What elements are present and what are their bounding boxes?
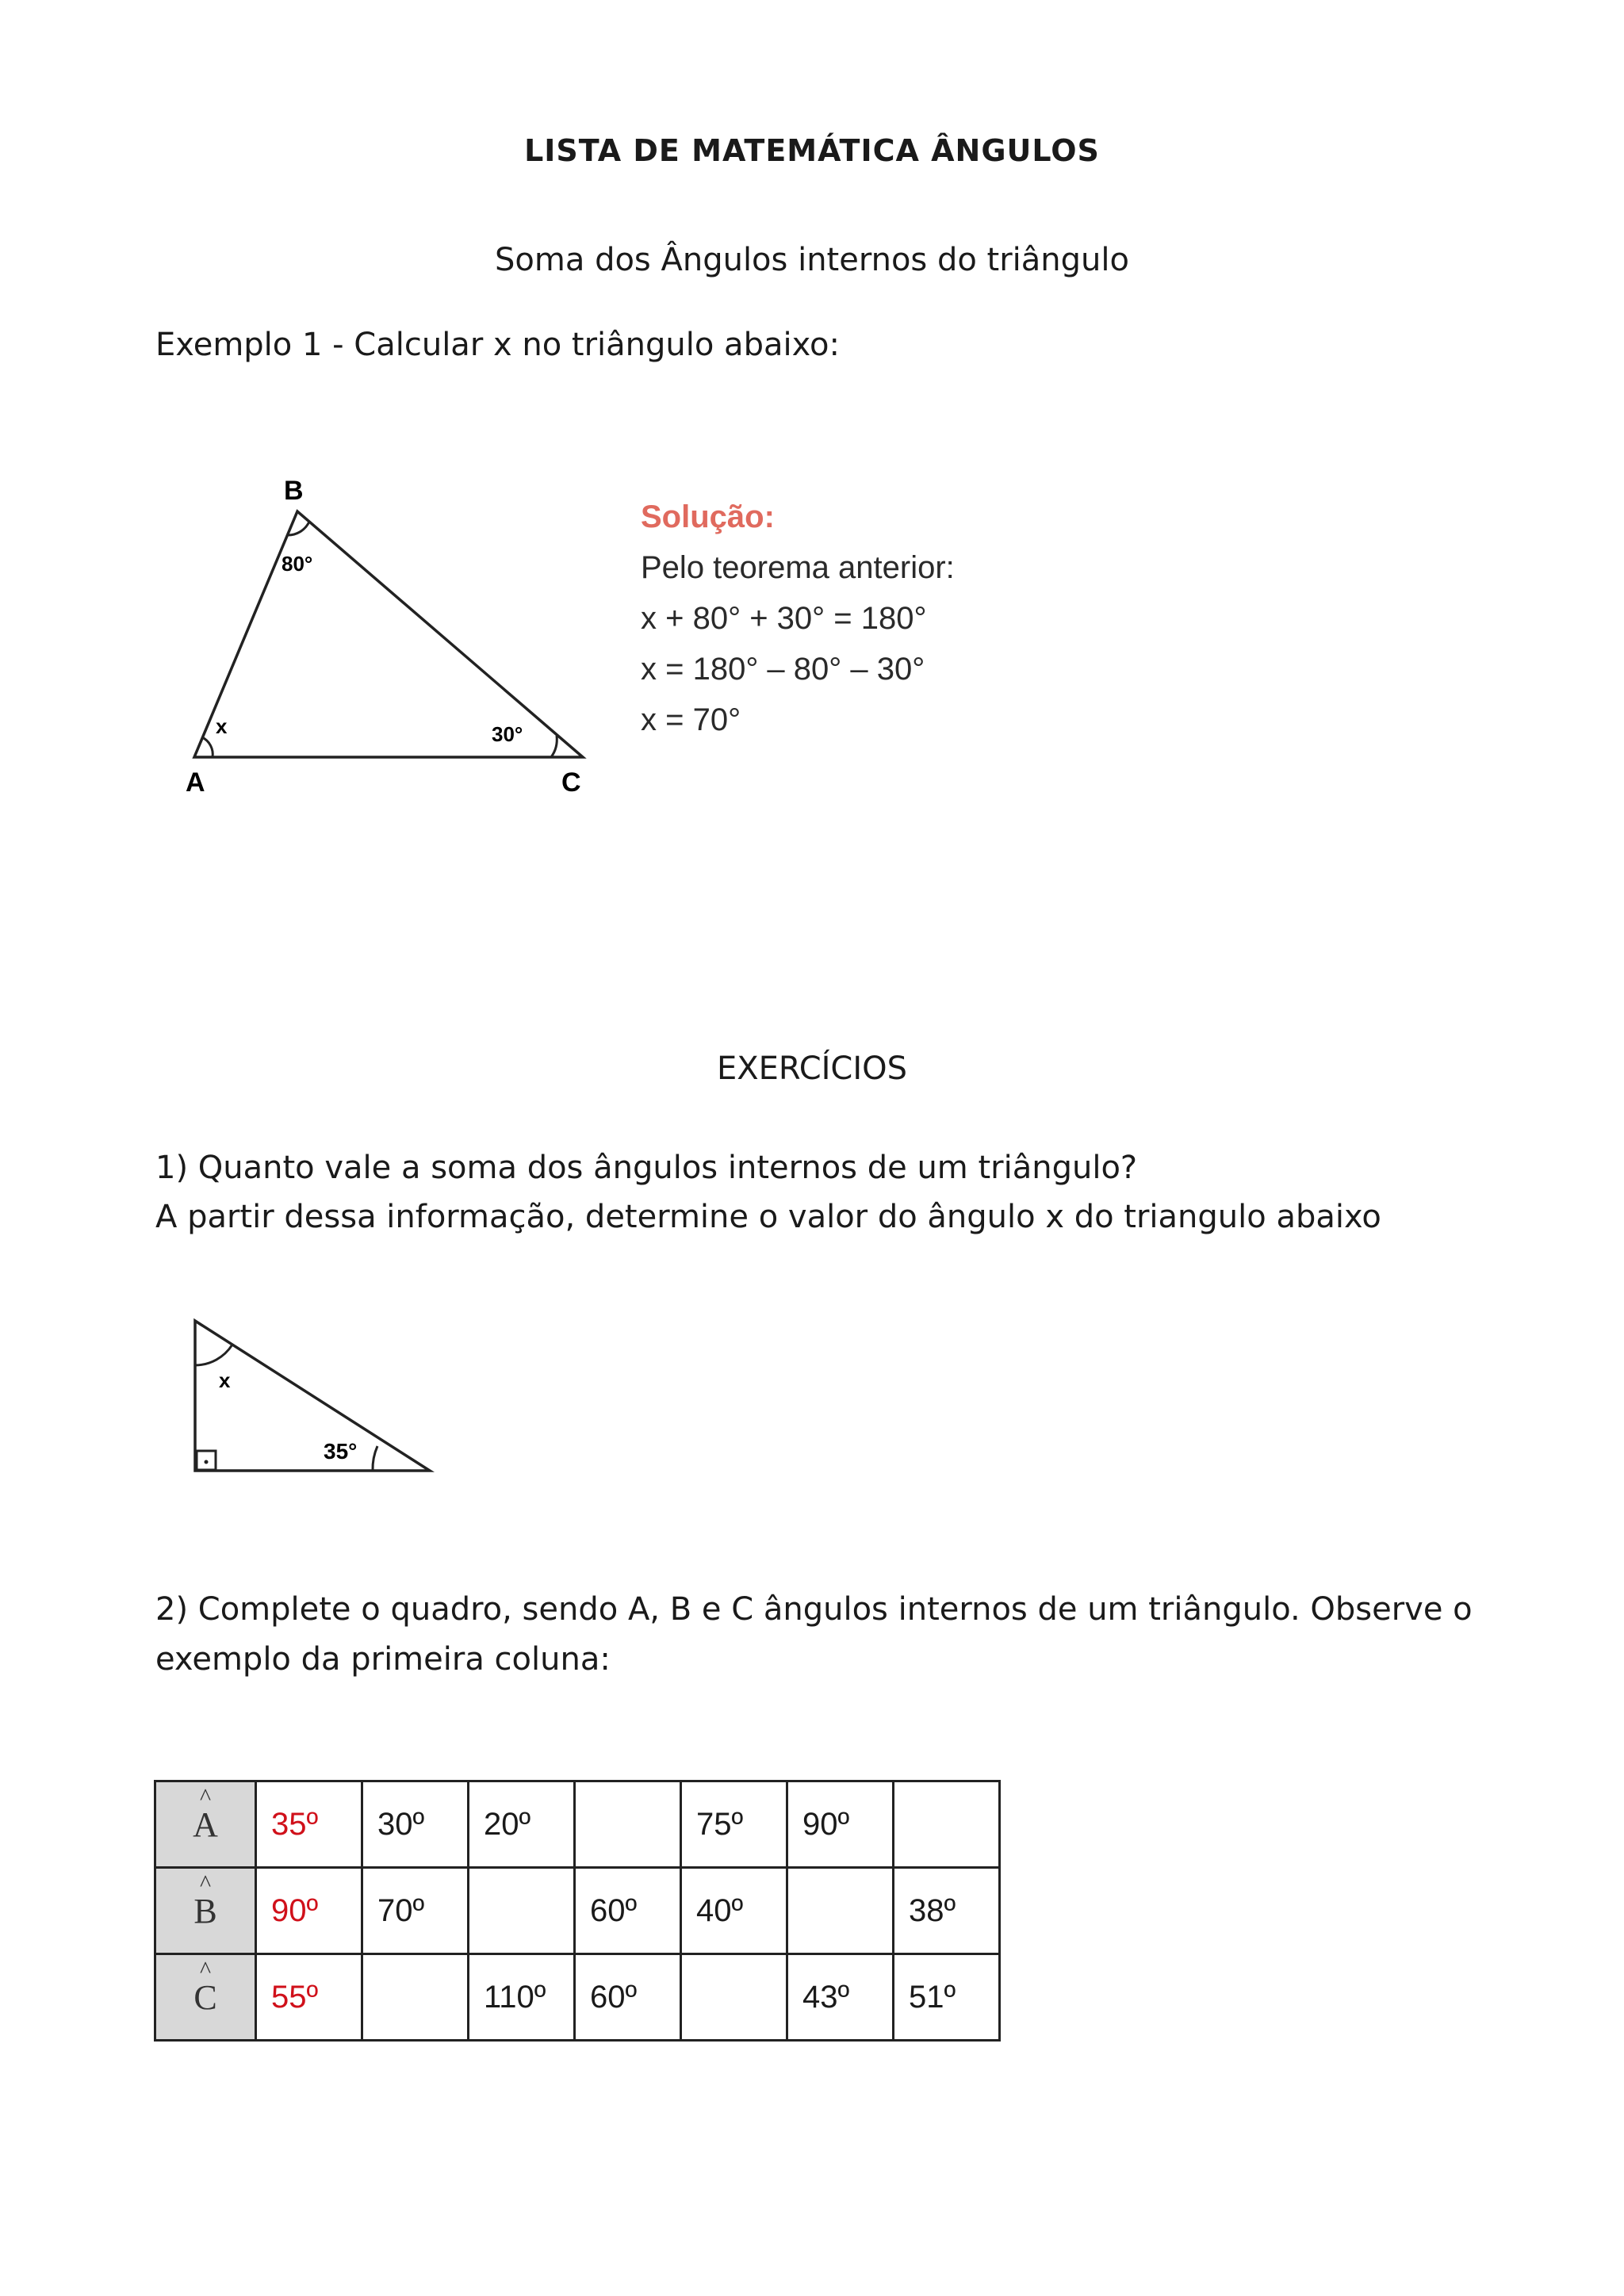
table-cell[interactable]: 38º xyxy=(894,1868,1000,1954)
table-cell-example: 55º xyxy=(256,1954,362,2041)
question-2-line-2: exemplo da primeira coluna: xyxy=(155,1641,611,1678)
page-title: LISTA DE MATEMÁTICA ÂNGULOS xyxy=(524,133,1100,168)
table-cell[interactable] xyxy=(681,1954,787,2041)
example-solution xyxy=(641,492,955,745)
table-cell[interactable]: 75º xyxy=(681,1781,787,1868)
example-triangle-figure xyxy=(174,468,619,804)
row-label-b: ^ B xyxy=(155,1868,256,1954)
right-angle-dot xyxy=(205,1460,209,1464)
right-triangle-figure xyxy=(182,1308,444,1486)
question-1-line-2: A partir dessa informação, determine o valor do ângulo x do triangulo abaixo xyxy=(155,1199,1381,1235)
table-row xyxy=(155,1868,1000,1954)
right-triangle xyxy=(195,1321,430,1471)
angle-35-arc xyxy=(373,1446,377,1471)
vertex-a-label: A xyxy=(186,767,205,798)
page-subtitle: Soma dos Ângulos internos do triângulo xyxy=(495,242,1129,278)
example-prompt: Exemplo 1 - Calcular x no triângulo abaixo: xyxy=(155,327,840,363)
table-cell[interactable] xyxy=(787,1868,894,1954)
table-cell[interactable]: 90º xyxy=(787,1781,894,1868)
table-cell[interactable]: 110º xyxy=(469,1954,575,2041)
table-cell[interactable]: 30º xyxy=(362,1781,469,1868)
table-cell[interactable]: 43º xyxy=(787,1954,894,2041)
angle-b-label: 80° xyxy=(282,552,313,576)
table-cell[interactable]: 51º xyxy=(894,1954,1000,2041)
angle-c-arc xyxy=(551,736,557,757)
table-cell[interactable]: 60º xyxy=(575,1868,681,1954)
table-row xyxy=(155,1954,1000,2041)
triangle-abc xyxy=(194,511,583,757)
angles-table xyxy=(154,1780,1001,2042)
angle-a-arc xyxy=(202,737,213,757)
table-cell[interactable] xyxy=(362,1954,469,2041)
question-1-line-1: 1) Quanto vale a soma dos ângulos internos de um triângulo? xyxy=(155,1150,1138,1186)
solution-line: x + 80° + 30° = 180° xyxy=(641,601,927,636)
exercises-heading: EXERCÍCIOS xyxy=(716,1050,908,1087)
table-cell[interactable] xyxy=(575,1781,681,1868)
row-label-c: ^ C xyxy=(155,1954,256,2041)
table-cell-example: 35º xyxy=(256,1781,362,1868)
angle-x-arc xyxy=(195,1345,232,1365)
table-cell[interactable]: 70º xyxy=(362,1868,469,1954)
table-cell-example: 90º xyxy=(256,1868,362,1954)
solution-line: x = 70° xyxy=(641,702,741,737)
angle-c-label: 30° xyxy=(492,722,523,746)
vertex-c-label: C xyxy=(561,767,581,798)
table-cell[interactable]: 40º xyxy=(681,1868,787,1954)
table-cell[interactable]: 20º xyxy=(469,1781,575,1868)
table-cell[interactable] xyxy=(894,1781,1000,1868)
solution-line: Pelo teorema anterior: xyxy=(641,550,955,585)
table-cell[interactable] xyxy=(469,1868,575,1954)
vertex-b-label: B xyxy=(284,476,304,506)
solution-heading: Solução: xyxy=(641,499,775,534)
angle-x-label: x xyxy=(219,1368,231,1392)
solution-line: x = 180° – 80° – 30° xyxy=(641,652,925,687)
row-label-a: ^ A xyxy=(155,1781,256,1868)
table-cell[interactable]: 60º xyxy=(575,1954,681,2041)
table-row xyxy=(155,1781,1000,1868)
angle-a-label: x xyxy=(216,714,228,738)
angle-given-label: 35° xyxy=(324,1439,358,1464)
question-2-line-1: 2) Complete o quadro, sendo A, B e C ângulos internos de um triângulo. Observe o xyxy=(155,1591,1473,1628)
